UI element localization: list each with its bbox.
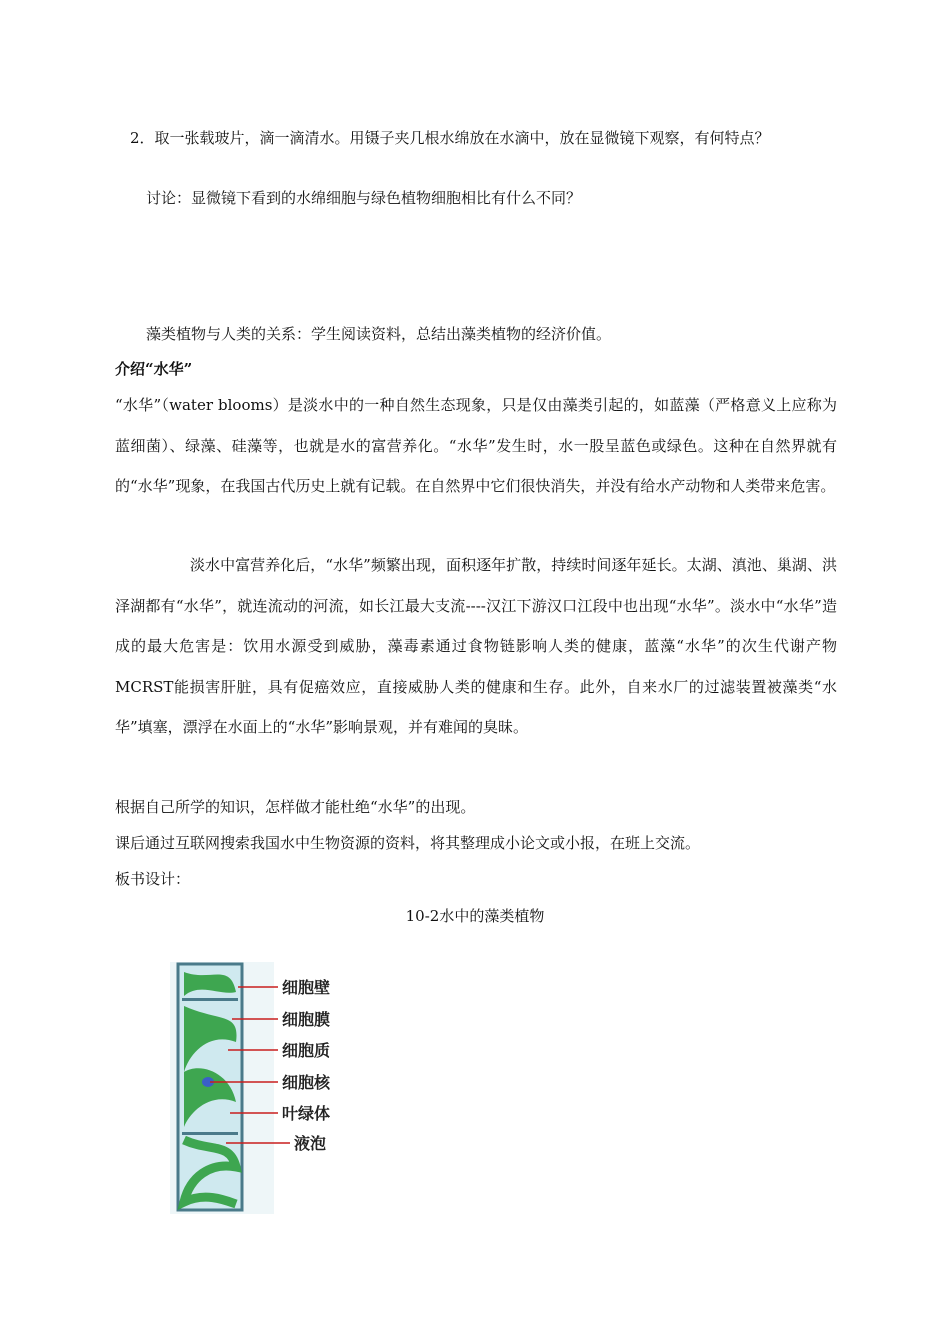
label-cytoplasm: 细胞质 [282, 1041, 331, 1060]
question-prevent-bloom: 根据自己所学的知识，怎样做才能杜绝“水华”的出现。 [115, 798, 476, 816]
algae-human-relation: 藻类植物与人类的关系：学生阅读资料，总结出藻类植物的经济价值。 [146, 325, 612, 343]
board-title: 10-2水中的藻类植物 [405, 907, 545, 925]
section-heading-water-bloom: 介绍“水华” [115, 360, 193, 378]
label-cell-membrane: 细胞膜 [282, 1010, 331, 1029]
question-2: 2．取一张载玻片，滴一滴清水。用镊子夹几根水绵放在水滴中，放在显微镜下观察，有何特点？ [130, 129, 770, 147]
label-nucleus: 细胞核 [282, 1073, 331, 1092]
cross-wall-2 [182, 1132, 238, 1135]
label-chloroplast: 叶绿体 [282, 1104, 331, 1123]
discussion-prompt: 讨论：显微镜下看到的水绵细胞与绿色植物细胞相比有什么不同？ [146, 189, 582, 207]
label-vacuole: 液泡 [294, 1134, 327, 1153]
paragraph-water-bloom-intro: “水华”（water blooms）是淡水中的一种自然生态现象，只是仅由藻类引起的，如蓝藻（严格意义上应称为蓝细菌）、绿藻、硅藻等，也就是水的富营养化。“水华”发生时，水一股呈蓝色或绿色。这种在自然界就有的“水华”现象，在我国古代历史上就有记载。在自然界中它们很快消失，并没有给水产动物和人类带来危害。 [115, 396, 837, 496]
homework-assignment: 课后通过互联网搜索我国水中生物资源的资料，将其整理成小论文或小报，在班上交流。 [115, 834, 701, 852]
spirogyra-cell-diagram [170, 962, 410, 1214]
paragraph-water-bloom-harm: 淡水中富营养化后，“水华”频繁出现，面积逐年扩散，持续时间逐年延长。太湖、滇池、巢湖、洪泽湖都有“水华”，就连流动的河流，如长江最大支流----汉江下游汉口江段中也出现“水华”。淡水中“水华”造成的最大危害是：饮用水源受到威胁，藻毒素通过食物链影响人类的健康，蓝藻“水华”的次生代谢产物MCRST能损害肝脏，具有促癌效应，直接威胁人类的健康和生存。此外，自来水厂的过滤装置被藻类“水华”填塞，漂浮在水面上的“水华”影响景观，并有难闻的臭昧。 [115, 556, 837, 737]
cross-wall-1 [182, 998, 238, 1001]
filament [178, 964, 242, 1210]
board-design-label: 板书设计： [115, 870, 191, 888]
label-cell-wall: 细胞壁 [282, 978, 331, 997]
